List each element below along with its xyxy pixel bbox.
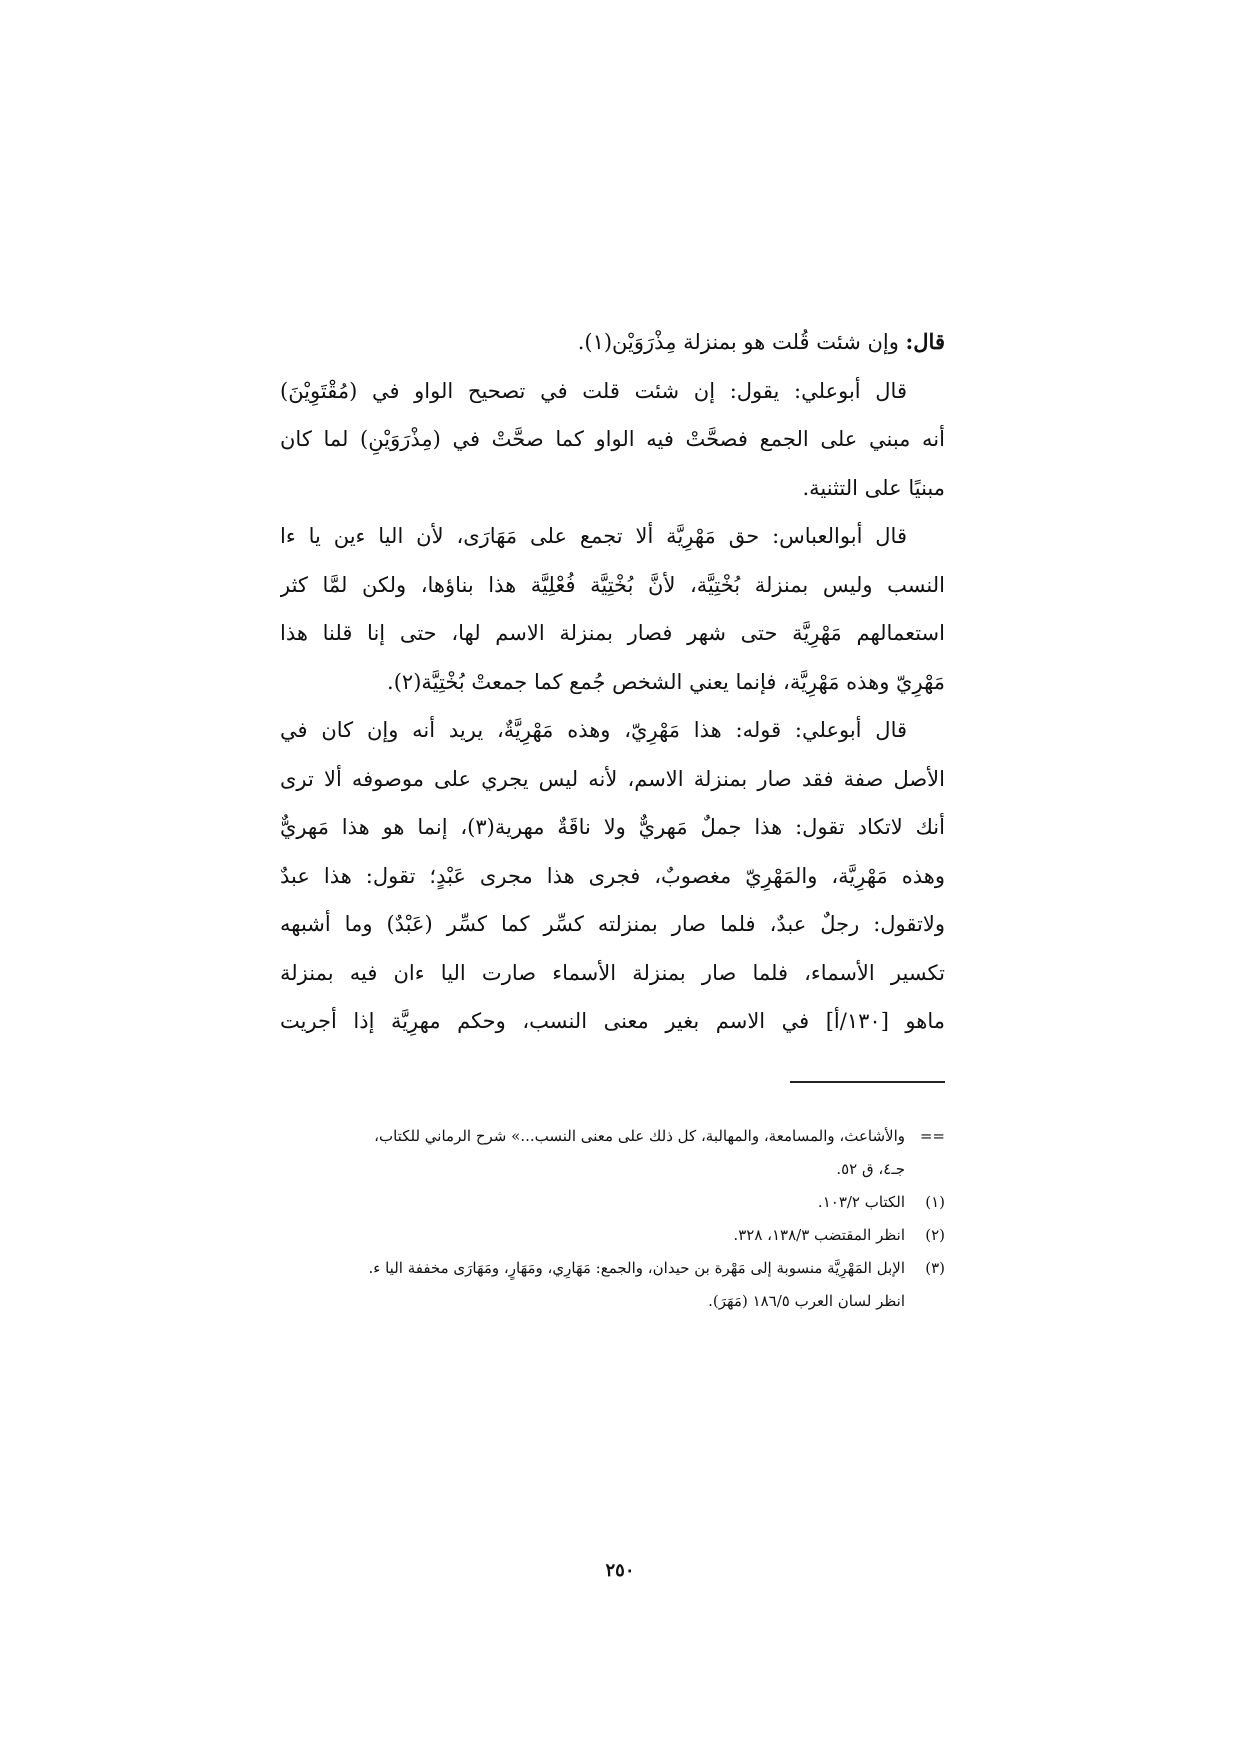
text-line: قال أبوعلي: يقول: إن شئت قلت في تصحيح الواو في (مُقْتَوِيْنَ) (280, 378, 907, 403)
speaker-label: قال: (905, 329, 945, 354)
footnote-marker: == (919, 1127, 945, 1145)
footnote-continuation: جـ٤، ق ٥٢. (836, 1160, 905, 1178)
text-line: الأصل صفة فقد صار بمنزلة الاسم، لأنه ليس يجري على موصوفه ألا ترى (280, 766, 945, 791)
page-number: ٢٥٠ (605, 1560, 635, 1581)
footnote-marker: (٣) (925, 1259, 945, 1277)
footnote (280, 1120, 945, 1153)
footnote-marker: (٢) (925, 1226, 945, 1244)
text-line: مَهْرِيّ وهذه مَهْرِيَّة، فإنما يعني الشخص جُمع كما جمعتْ بُخْتِيَّة(٢). (387, 669, 945, 694)
footnote-text: الإبل المَهْرِيَّة منسوبة إلى مَهْرة بن حيدان، والجمع: مَهَارِي، ومَهَارٍ، ومَهَارَى مخففة اليا ء. (368, 1259, 905, 1277)
text-span: وإن شئت قُلت هو بمنزلة مِذْرَوَيْن(١). (577, 330, 906, 354)
text-line: تكسير الأسماء، فلما صار بمنزلة الأسماء صارت اليا ءان فيه بمنزلة (280, 960, 945, 985)
footnote-separator (790, 1081, 945, 1083)
text-line: استعمالهم مَهْرِيَّة حتى شهر فصار بمنزلة الاسم لها، حتى إنا قلنا هذا (280, 621, 945, 645)
text-line: أنه مبني على الجمع فصحَّتْ فيه الواو كما صحَّتْ في (مِذْرَوَيْنِ) لما كان (280, 427, 945, 451)
text-line: مبنيًا على التثنية. (802, 475, 945, 500)
footnotes (280, 1120, 945, 1318)
text-line (280, 318, 945, 367)
main-text (280, 318, 945, 1046)
footnote-marker: (١) (925, 1193, 945, 1211)
text-line: قال أبوعلي: قوله: هذا مَهْرِيّ، وهذه مَهْرِيَّةٌ، يريد أنه وإن كان في (280, 718, 907, 742)
footnote-text: الكتاب ١٠٣/٢. (817, 1193, 905, 1211)
text-line: قال أبوالعباس: حق مَهْرِيَّة ألا تجمع على مَهَارَى، لأن اليا ءين يا ءا (280, 524, 907, 548)
text-line: وهذه مَهْرِيَّة، والمَهْرِيّ مغصوبٌ، فجرى هذا مجرى عَبْدٍ؛ تقول: هذا عبدٌ (280, 863, 945, 888)
text-line: ولاتقول: رجلٌ عبدٌ، فلما صار بمنزلته كسِّر كما كسِّر (عَبْدٌ) وما أشبهه (280, 912, 945, 936)
text-line: أنك لاتكاد تقول: هذا جملٌ مَهريٌّ ولا ناقَةٌ مهرية(٣)، إنما هو هذا مَهريٌّ (280, 815, 945, 839)
footnote-text: والأشاعث، والمسامعة، والمهالبة، كل ذلك على معنى النسب...» شرح الرماني للكتاب، (374, 1127, 905, 1145)
footnote-text: انظر المقتضب ١٣٨/٣، ٣٢٨. (733, 1226, 905, 1244)
text-line: ماهو [١٣٠/أ] في الاسم بغير معنى النسب، وحكم مهرِيَّة إذا أجريت (280, 1009, 945, 1033)
footnote (280, 1252, 945, 1285)
footnote (280, 1219, 945, 1252)
text-line: النسب وليس بمنزلة بُخْتِيَّة، لأنَّ بُخْتِيَّة فُعْلِيَّة هذا بناؤها، ولكن لمَّا كثر (280, 572, 945, 597)
footnote-continuation: انظر لسان العرب ١٨٦/٥ (مَهَرَ). (708, 1292, 905, 1310)
footnote (280, 1186, 945, 1219)
